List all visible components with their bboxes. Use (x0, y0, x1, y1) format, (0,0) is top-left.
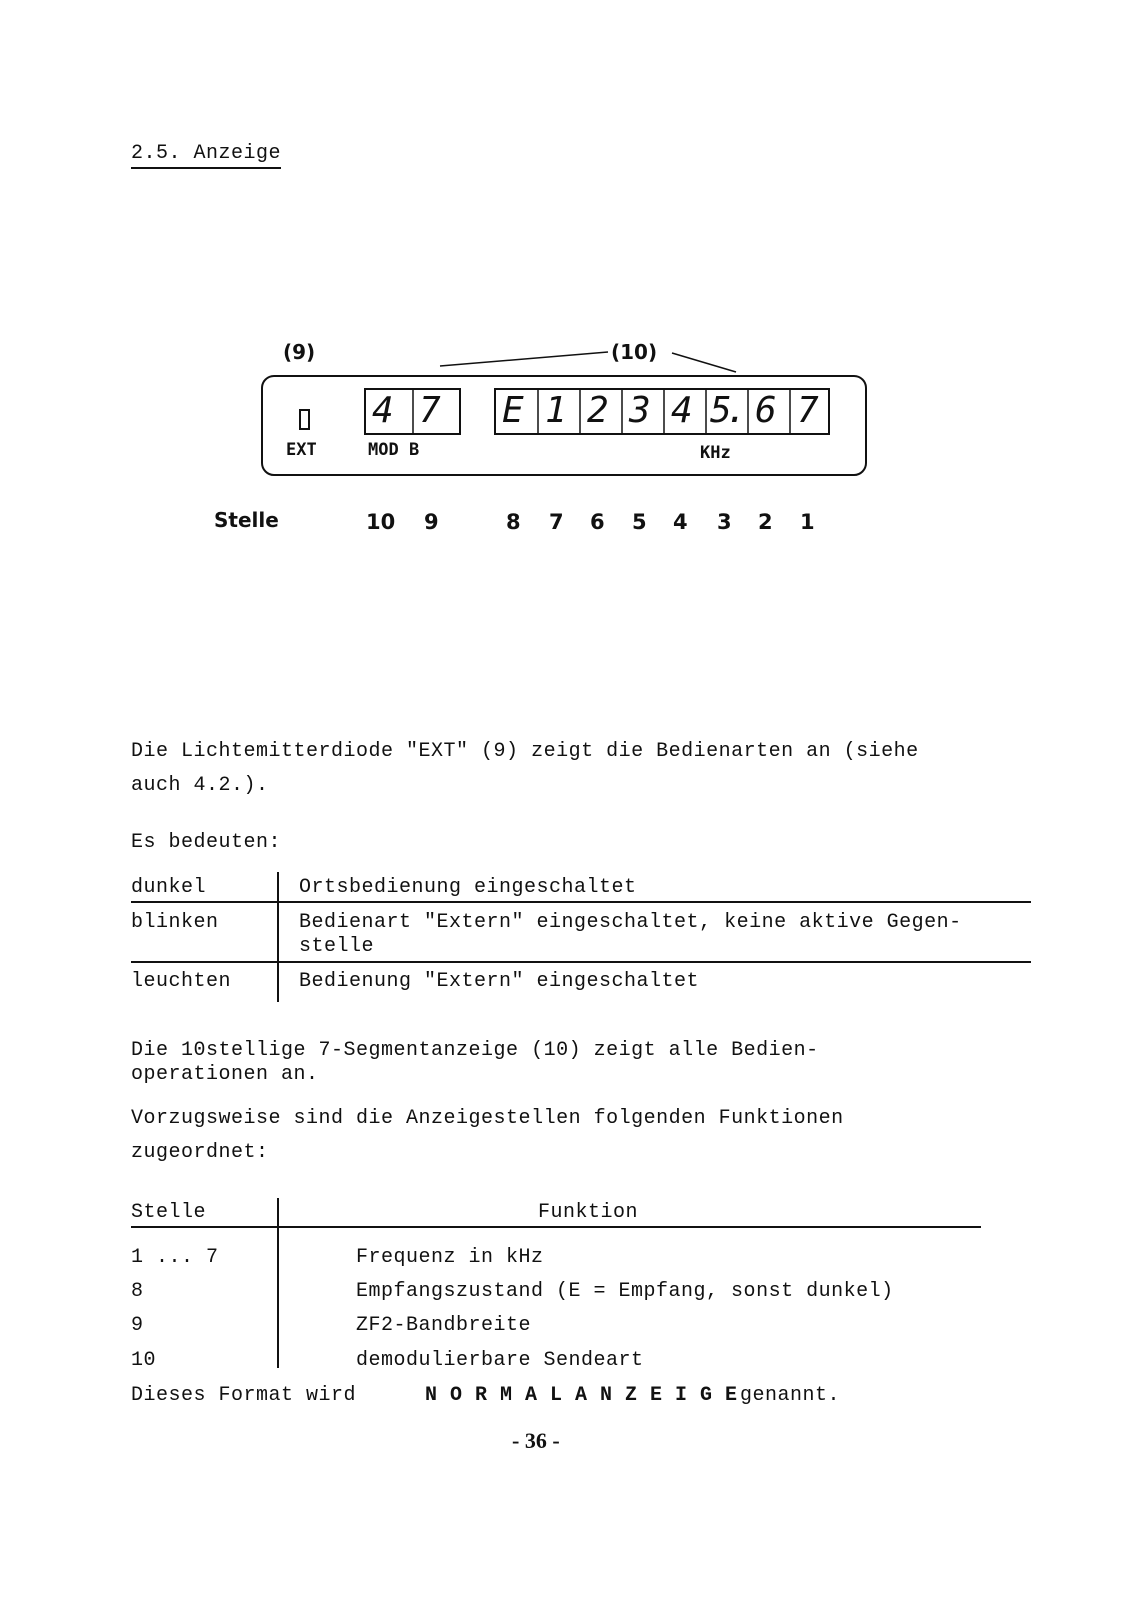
stelle-number: 1 (800, 510, 815, 534)
stelle-label: Stelle (214, 508, 279, 532)
table-cell: Ortsbedienung eingeschaltet (299, 876, 637, 899)
table-rule (131, 901, 1031, 903)
digit-10: 4 (372, 390, 394, 431)
table-divider (277, 1198, 279, 1368)
table-cell: 10 (131, 1349, 157, 1372)
table-cell: 9 (131, 1314, 144, 1337)
table-rule (131, 961, 1031, 963)
stelle-number: 7 (549, 510, 564, 534)
digit-8: E (502, 390, 524, 431)
table-header: Stelle (131, 1201, 207, 1224)
table-cell: 1 ... 7 (131, 1246, 219, 1269)
stelle-number: 8 (506, 510, 521, 534)
paragraph-segment-1: Die 10stellige 7-Segmentanzeige (10) zeigt alle Bedien- (131, 1039, 819, 1062)
table-cell: Bedienart "Extern" eingeschaltet, keine aktive Gegen- (299, 911, 962, 934)
table-header: Funktion (538, 1201, 639, 1224)
closing-term: N O R M A L A N Z E I G E (425, 1384, 738, 1407)
ext-led (300, 410, 309, 429)
table-cell: 8 (131, 1280, 144, 1303)
callout-line-right (672, 353, 736, 372)
stelle-number: 6 (590, 510, 605, 534)
paragraph-assign-2: zugeordnet: (131, 1141, 269, 1164)
paragraph-segment-2: operationen an. (131, 1063, 319, 1086)
paragraph-led-1: Die Lichtemitterdiode "EXT" (9) zeigt die Bedienarten an (siehe (131, 740, 919, 763)
table-cell: leuchten (131, 970, 232, 993)
paragraph-assign-1: Vorzugsweise sind die Anzeigestellen folgenden Funktionen (131, 1107, 844, 1130)
stelle-number: 9 (424, 510, 439, 534)
callout-label-10: (10) (611, 340, 658, 364)
callout-line-left (440, 352, 608, 366)
callout-label-9: (9) (283, 340, 316, 364)
table-cell: stelle (299, 935, 375, 958)
digit-6: 2 (587, 390, 609, 431)
table-cell: ZF2-Bandbreite (356, 1314, 532, 1337)
digit-3: 5. (710, 390, 742, 431)
digit-4: 4 (671, 390, 693, 431)
digit-9: 7 (419, 390, 441, 431)
section-heading: 2.5. Anzeige (131, 142, 281, 169)
table-rule (131, 1226, 981, 1228)
table-cell: demodulierbare Sendeart (356, 1349, 644, 1372)
display-panel-graphic (0, 0, 1131, 560)
display-diagram (0, 0, 1131, 560)
unit-label: KHz (700, 443, 731, 463)
digit-7: 1 (545, 390, 567, 431)
stelle-number: 3 (717, 510, 732, 534)
ext-led-label: EXT (286, 440, 317, 460)
closing-suffix: genannt. (740, 1384, 841, 1407)
stelle-number: 4 (673, 510, 688, 534)
closing-prefix: Dieses Format wird (131, 1384, 357, 1407)
mode-label: MOD B (368, 440, 420, 460)
stelle-number: 2 (758, 510, 773, 534)
table-cell: Empfangszustand (E = Empfang, sonst dunkel) (356, 1280, 894, 1303)
table-cell: blinken (131, 911, 219, 934)
stelle-number: 5 (632, 510, 647, 534)
page-number: - 36 - (512, 1428, 560, 1453)
table-cell: Frequenz in kHz (356, 1246, 544, 1269)
es-bedeuten-label: Es bedeuten: (131, 831, 282, 854)
table-divider (277, 872, 279, 1002)
paragraph-led-2: auch 4.2.). (131, 774, 269, 797)
digit-5: 3 (629, 390, 651, 431)
stelle-number: 10 (366, 510, 396, 534)
digit-1: 7 (797, 390, 819, 431)
table-cell: dunkel (131, 876, 207, 899)
table-cell: Bedienung "Extern" eingeschaltet (299, 970, 700, 993)
digit-2: 6 (755, 390, 777, 431)
